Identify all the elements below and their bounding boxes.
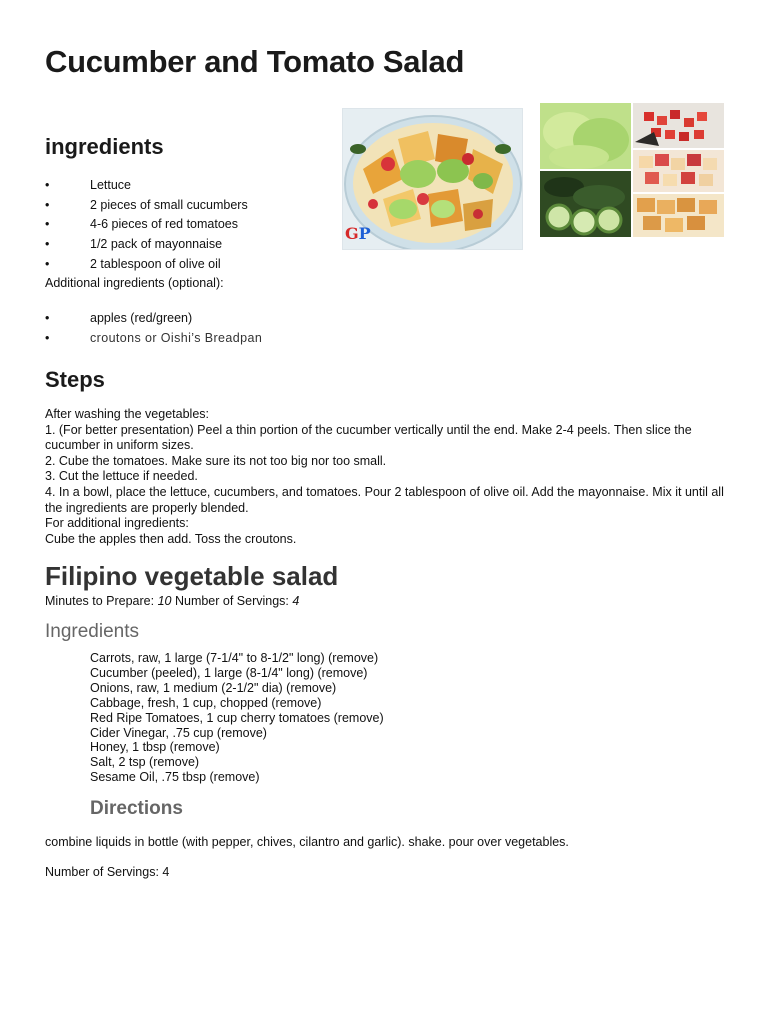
list-item: Honey, 1 tbsp (remove): [90, 740, 220, 755]
bullet: •: [45, 237, 50, 252]
directions-text: combine liquids in bottle (with pepper, chives, cilantro and garlic). shake. pour over vegetables.: [45, 835, 569, 849]
steps-line: 1. (For better presentation) Peel a thin portion of the cucumber vertically until the end. Make 2-4 peels. Then slice the cucumber in uniform sizes.: [45, 422, 692, 453]
ingredients-list: [45, 176, 325, 274]
bullet: •: [45, 217, 50, 232]
list-item: • 1/2 pack of mayonnaise: [45, 235, 325, 255]
steps-line: For additional ingredients:: [45, 516, 189, 531]
salad2-title: Filipino vegetable salad: [45, 561, 339, 591]
servings-count: 4: [292, 594, 300, 608]
additional-label: Additional ingredients (optional):: [45, 276, 224, 290]
list-item: Onions, raw, 1 medium (2-1/2" dia) (remove): [90, 680, 337, 695]
steps-text: [45, 407, 725, 547]
servings-footer: Number of Servings: 4: [45, 865, 170, 879]
steps-line: 2. Cube the tomatoes. Make sure its not too big nor too small.: [45, 453, 387, 468]
list-item: Cucumber (peeled), 1 large (8-1/4" long) (remove): [90, 665, 368, 680]
directions-heading: Directions: [90, 798, 183, 819]
bullet: •: [45, 330, 50, 345]
bullet: •: [45, 178, 50, 192]
steps-line: Cube the apples then add. Toss the croutons.: [45, 531, 297, 546]
list-item: Cider Vinegar, .75 cup (remove): [90, 725, 267, 740]
list-item: • 4-6 pieces of red tomatoes: [45, 215, 325, 235]
list-item: • apples (red/green): [45, 309, 325, 329]
salad2-meta: Minutes to Prepare: 10 Number of Servings: 4: [45, 594, 300, 608]
list-item: Red Ripe Tomatoes, 1 cup cherry tomatoes (remove): [90, 710, 384, 725]
steps-heading: Steps: [45, 367, 105, 392]
list-item: • croutons or Oishi’s Breadpan: [45, 329, 325, 349]
list-item: Carrots, raw, 1 large (7-1/4" to 8-1/2" long) (remove): [90, 651, 379, 665]
steps-line: 4. In a bowl, place the lettuce, cucumbers, and tomatoes. Pour 2 tablespoon of olive oil. Add the mayonnaise. Mix it until all the ingredients are properly blended.: [45, 484, 724, 515]
list-item: • 2 pieces of small cucumbers: [45, 196, 325, 216]
additional-list: [45, 309, 325, 348]
page-title: Cucumber and Tomato Salad: [45, 44, 465, 79]
prep-minutes: 10: [157, 594, 172, 608]
bullet: •: [45, 197, 50, 212]
list-item: • 2 tablespoon of olive oil: [45, 255, 325, 275]
salad2-ingredients-heading: Ingredients: [45, 621, 140, 642]
ingredients-heading: ingredients: [45, 134, 164, 159]
bullet: •: [45, 311, 50, 325]
watermark-logo: GP: [345, 224, 371, 243]
salad2-ingredients-list: [90, 651, 384, 785]
steps-line: 3. Cut the lettuce if needed.: [45, 469, 198, 484]
list-item: Sesame Oil, .75 tbsp (remove): [90, 770, 260, 785]
list-item: Salt, 2 tsp (remove): [90, 755, 200, 770]
list-item: • Lettuce: [45, 176, 325, 196]
steps-line: After washing the vegetables:: [45, 407, 209, 421]
list-item: Cabbage, fresh, 1 cup, chopped (remove): [90, 695, 322, 710]
bullet: •: [45, 256, 50, 271]
ingredients-collage-photo: [539, 102, 725, 238]
